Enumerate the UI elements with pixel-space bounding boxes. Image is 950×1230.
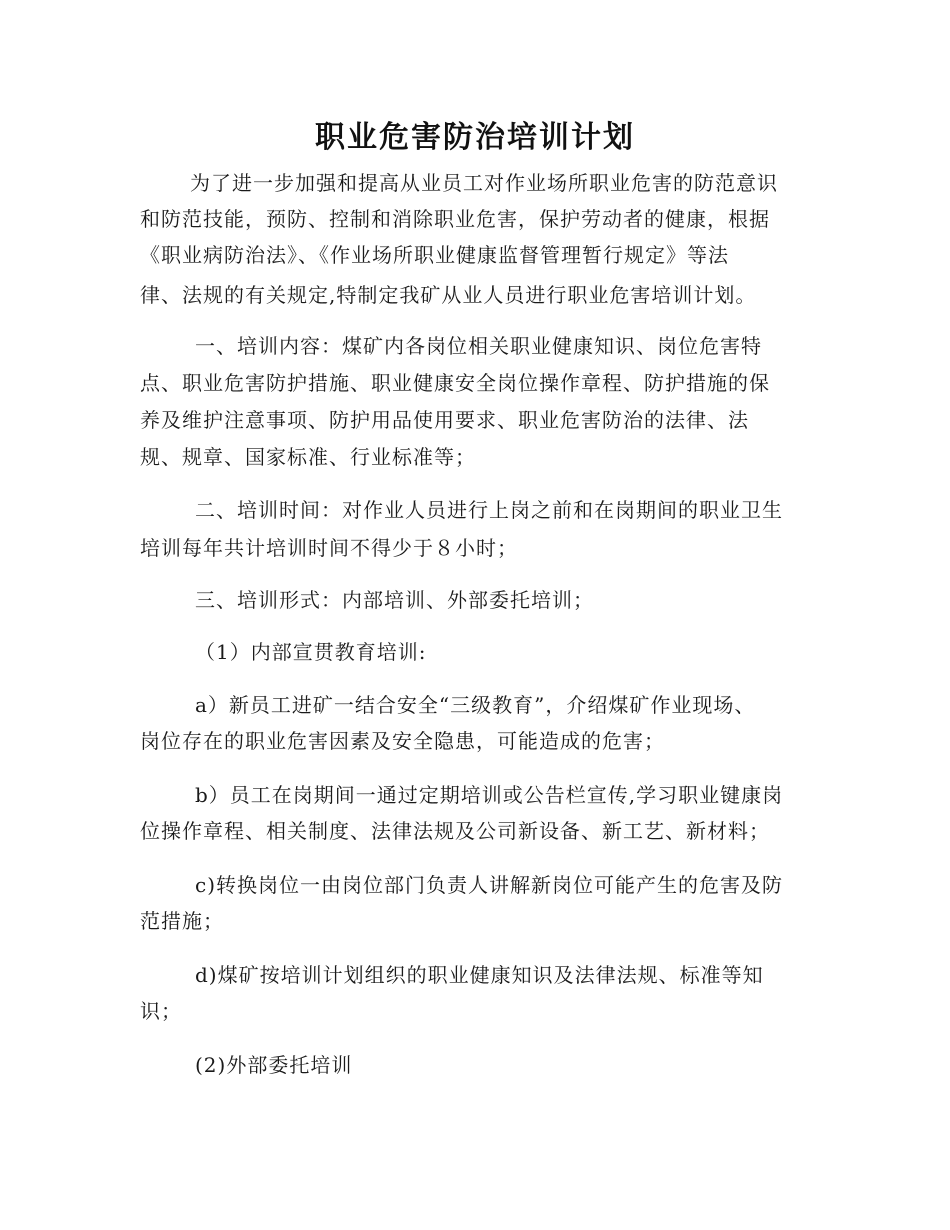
paragraph-line: 一、培训内容：煤矿内各岗位相关职业健康知识、岗位危害特 — [195, 334, 762, 358]
document-title: 职业危害防治培训计划 — [315, 120, 635, 155]
paragraph-line: 律、法规的有关规定,特制定我矿从业人员进行职业危害培训计划。 — [140, 283, 757, 307]
paragraph-line: 位操作章程、相关制度、法律法规及公司新设备、新工艺、新材料； — [140, 819, 770, 843]
paragraph-line: 培训每年共计培训时间不得少于８小时； — [140, 536, 518, 560]
paragraph-line: 点、职业危害防护措施、职业健康安全岗位操作章程、防护措施的保 — [140, 371, 770, 395]
paragraph-line: (2)外部委托培训 — [195, 1053, 353, 1077]
paragraph-line: 三、培训形式：内部培训、外部委托培训； — [195, 588, 594, 612]
paragraph-line: a）新员工进矿一结合安全“三级教育”，介绍煤矿作业现场、 — [195, 693, 756, 717]
paragraph-line: 和防范技能，预防、控制和消除职业危害，保护劳动者的健康，根据 — [140, 207, 770, 231]
paragraph-line: 《职业病防治法》、《作业场所职业健康监督管理暂行规定》等法 — [140, 243, 729, 267]
paragraph-line: d)煤矿按培训计划组织的职业健康知识及法律法规、标准等知 — [195, 963, 764, 987]
paragraph-line: 岗位存在的职业危害因素及安全隐患，可能造成的危害； — [140, 729, 665, 753]
paragraph-line: 养及维护注意事项、防护用品使用要求、职业危害防治的法律、法 — [140, 408, 749, 432]
paragraph-line: 识； — [140, 999, 182, 1023]
paragraph-line: 规、规章、国家标准、行业标准等； — [140, 445, 476, 469]
paragraph-line: （1）内部宣贯教育培训: — [195, 640, 427, 664]
paragraph-line: b）员工在岗期间一通过定期培训或公告栏宣传,学习职业键康岗 — [195, 783, 784, 807]
paragraph-line: c)转换岗位一由岗位部门负责人讲解新岗位可能产生的危害及防 — [195, 873, 784, 897]
paragraph-line: 范措施； — [140, 909, 224, 933]
paragraph-line: 二、培训时间：对作业人员进行上岗之前和在岗期间的职业卫生 — [195, 498, 783, 522]
paragraph-line: 为了进一步加强和提高从业员工对作业场所职业危害的防范意识 — [190, 171, 778, 195]
